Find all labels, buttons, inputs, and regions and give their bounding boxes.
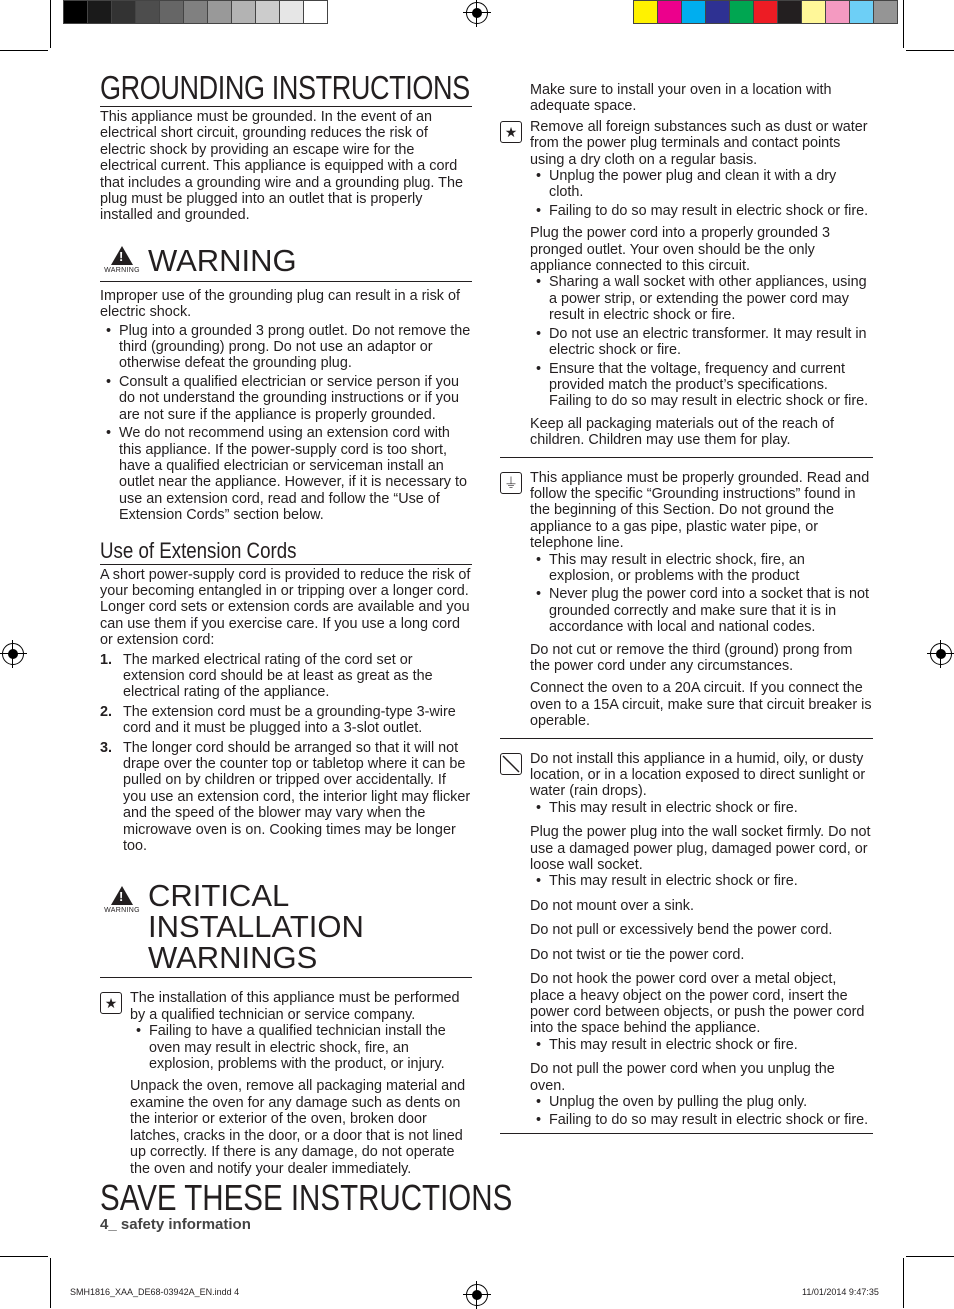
registration-mark-icon: [466, 1284, 488, 1306]
save-instructions-title: SAVE THESE INSTRUCTIONS: [100, 1177, 513, 1218]
color-swatch: [231, 0, 256, 24]
crop-mark: [906, 1256, 954, 1257]
warning-text: Improper use of the grounding plug can result in a risk of electric shock.: [100, 287, 460, 321]
prohibit-text: Do not mount over a sink.: [530, 897, 694, 914]
divider: [500, 457, 873, 458]
warning-bullets: [100, 323, 472, 524]
warning-heading: [100, 244, 472, 282]
list-item: • Consult a qualified electrician or service person if you do not understand the grounding instructions or if you are not sure if the appliance is properly grounded.: [100, 374, 472, 423]
list-item: • This may result in electric shock or fire.: [530, 1037, 873, 1053]
color-swatch: [849, 0, 874, 24]
prohibit-block: [500, 751, 873, 1129]
color-swatch: [801, 0, 826, 24]
grounding-text: Do not cut or remove the third (ground) prong from the power cord under any circumstances.: [530, 641, 853, 674]
color-swatch: [183, 0, 208, 24]
page-footer: 4_ safety information: [100, 1216, 251, 1233]
list-item: • Failing to do so may result in electric shock or fire.: [530, 203, 873, 219]
list-item: • Failing to do so may result in electric shock or fire.: [530, 1112, 873, 1128]
crop-mark: [903, 1258, 904, 1308]
color-swatch-bar: [634, 0, 898, 24]
grounding-title: GROUNDING INSTRUCTIONS: [100, 69, 470, 106]
list-item: • Failing to have a qualified technician install the oven may result in electric shock, fire, an explosion, problems with the product, or injury.: [130, 1023, 472, 1072]
list-item: • Unplug the oven by pulling the plug only.: [530, 1094, 873, 1110]
list-item: • Ensure that the voltage, frequency and current provided match the product’s specifications. Failing to do so may result in electric shock or fire.: [530, 361, 873, 410]
color-swatch: [255, 0, 280, 24]
extension-intro: A short power-supply cord is provided to reduce the risk of your becoming entangled in or tripping over a longer cord. Longer cord sets or extension cords are available and you can use them if you exercise care. If you use a long cord or extension cord:: [100, 566, 471, 649]
prohibit-text: Do not install this appliance in a humid, oily, or dusty location, or in a location exposed to direct sunlight or water (rain drops).: [530, 750, 866, 800]
star-icon: ★: [500, 121, 522, 143]
color-swatch: [729, 0, 754, 24]
color-swatch: [705, 0, 730, 24]
color-swatch: [111, 0, 136, 24]
ground-icon: ⏚: [500, 472, 522, 494]
grounding-text: Connect the oven to a 20A circuit. If you connect the oven to a 15A circuit, make sure that circuit breaker is operable.: [530, 680, 872, 730]
critical-title: CRITICAL INSTALLATION WARNINGS: [148, 878, 364, 976]
file-slug: SMH1816_XAA_DE68-03942A_EN.indd 4: [70, 1287, 240, 1297]
grounding-block: [500, 470, 873, 730]
warning-triangle-icon: ! WARNING: [100, 886, 144, 914]
registration-mark-icon: [930, 643, 952, 665]
color-swatch: [777, 0, 802, 24]
color-swatch: [657, 0, 682, 24]
date-slug: 11/01/2014 9:47:35: [802, 1287, 879, 1297]
warning-triangle-icon: ! WARNING: [100, 246, 144, 274]
critical-text: The installation of this appliance must be performed by a qualified technician or service company.: [130, 990, 460, 1023]
crop-mark: [50, 0, 51, 48]
color-swatch: [279, 0, 304, 24]
divider: [500, 738, 873, 739]
list-item: • This may result in electric shock or fire.: [530, 800, 873, 816]
list-item: • This may result in electric shock or fire.: [530, 873, 873, 889]
list-item: 3. The longer cord should be arranged so that it will not drape over the counter top or tabletop where it can be pulled on by children or tripped over accidentally. If you use an extension cord, the interior light may flicker and the speed of the blower may vary when the microwave oven is on. Cooking times may be longer too.: [100, 739, 471, 855]
list-item: • Do not use an electric transformer. It may result in electric shock or fire.: [530, 326, 873, 359]
caution-text: Make sure to install your oven in a location with adequate space.: [530, 82, 832, 115]
list-item: • This may result in electric shock, fire, an explosion, or problems with the product: [530, 552, 873, 585]
extension-title: Use of Extension Cords: [100, 537, 297, 563]
right-column: [500, 82, 873, 1146]
color-swatch: [873, 0, 898, 24]
crop-mark: [906, 50, 954, 51]
list-item: • We do not recommend using an extension cord with this appliance. If the power-supply cord is too short, have a qualified electrician or serviceman install an outlet near the appliance. However, if it is necessary to use an extension cord, read and follow the “Use of Extension Cords” section below.: [100, 425, 472, 523]
color-swatch: [753, 0, 778, 24]
prohibit-text: Do not hook the power cord over a metal object, place a heavy object on the power cord, insert the power cord between objects, or push the power cord into the space behind the appliance.: [530, 971, 865, 1037]
prohibit-text: Do not pull or excessively bend the power cord.: [530, 922, 833, 939]
color-swatch: [159, 0, 184, 24]
divider: [500, 1133, 873, 1134]
color-swatch: [87, 0, 112, 24]
grounding-intro: This appliance must be grounded. In the event of an electrical short circuit, grounding reduces the risk of electric shock by providing an escape wire for the electrical current. This appliance is equipped with a cord that includes a grounding wire and a grounding plug. The plug must be plugged into an outlet that is properly installed and grounded.: [100, 109, 463, 224]
caution-text: Plug the power cord into a properly grounded 3 pronged outlet. Your oven should be the only appliance connected to this circuit.: [530, 225, 830, 275]
color-swatch: [633, 0, 658, 24]
list-item: • Never plug the power cord into a socket that is not grounded correctly and make sure that it is in accordance with local and national codes.: [530, 586, 873, 635]
left-column: [100, 70, 472, 1177]
critical-block: [100, 990, 472, 1176]
crop-mark: [903, 0, 904, 48]
list-item: • Sharing a wall socket with other appliances, using a power strip, or extending the power cord may result in electric shock or fire.: [530, 274, 873, 323]
color-swatch: [825, 0, 850, 24]
grayscale-swatch-bar: [64, 0, 328, 24]
registration-mark-icon: [2, 643, 24, 665]
star-icon: ★: [100, 992, 122, 1014]
registration-mark-icon: [466, 2, 488, 24]
extension-heading-block: [100, 538, 472, 565]
grounding-text: This appliance must be properly grounded. Read and follow the specific “Grounding instructions” found in the beginning of this Section. Do not ground the appliance to a gas pipe, plastic water pipe, or telephone line.: [530, 469, 870, 552]
warning-title: WARNING: [148, 242, 297, 278]
caution-block: [500, 82, 873, 449]
critical-heading: [100, 880, 472, 978]
prohibit-icon: [500, 753, 522, 775]
caution-text: Keep all packaging materials out of the reach of children. Children may use them for play.: [530, 415, 834, 449]
prohibit-text: Plug the power plug into the wall socket firmly. Do not use a damaged power plug, damaged power cord, or loose wall socket.: [530, 824, 871, 874]
color-swatch: [681, 0, 706, 24]
list-item: • Plug into a grounded 3 prong outlet. Do not remove the third (grounding) prong. Do not use an adaptor or otherwise defeat the grounding plug.: [100, 323, 472, 372]
color-swatch: [135, 0, 160, 24]
color-swatch: [303, 0, 328, 24]
prohibit-text: Do not pull the power cord when you unplug the oven.: [530, 1061, 835, 1094]
crop-mark: [50, 1258, 51, 1308]
crop-mark: [0, 50, 48, 51]
extension-list: [100, 652, 472, 855]
crop-mark: [0, 1256, 48, 1257]
list-item: • Unplug the power plug and clean it with a dry cloth.: [530, 168, 873, 201]
list-item: 1. The marked electrical rating of the cord set or extension cord should be at least as great as the electrical rating of the appliance.: [100, 651, 433, 701]
list-item: 2. The extension cord must be a grounding-type 3-wire cord and it must be plugged into a 3-slot outlet.: [100, 703, 456, 737]
color-swatch: [63, 0, 88, 24]
caution-text: Remove all foreign substances such as dust or water from the power plug terminals and contact points using a dry cloth on a regular basis.: [530, 118, 868, 168]
color-swatch: [207, 0, 232, 24]
prohibit-text: Do not twist or tie the power cord.: [530, 946, 745, 963]
critical-text: Unpack the oven, remove all packaging material and examine the oven for any damage such as dents on the interior or exterior of the oven, broken door latches, cracks in the door, or a door that is not lined up correctly. If there is any damage, do not operate the oven and notify your dealer immediately.: [130, 1078, 466, 1177]
grounding-heading-block: [100, 70, 472, 107]
